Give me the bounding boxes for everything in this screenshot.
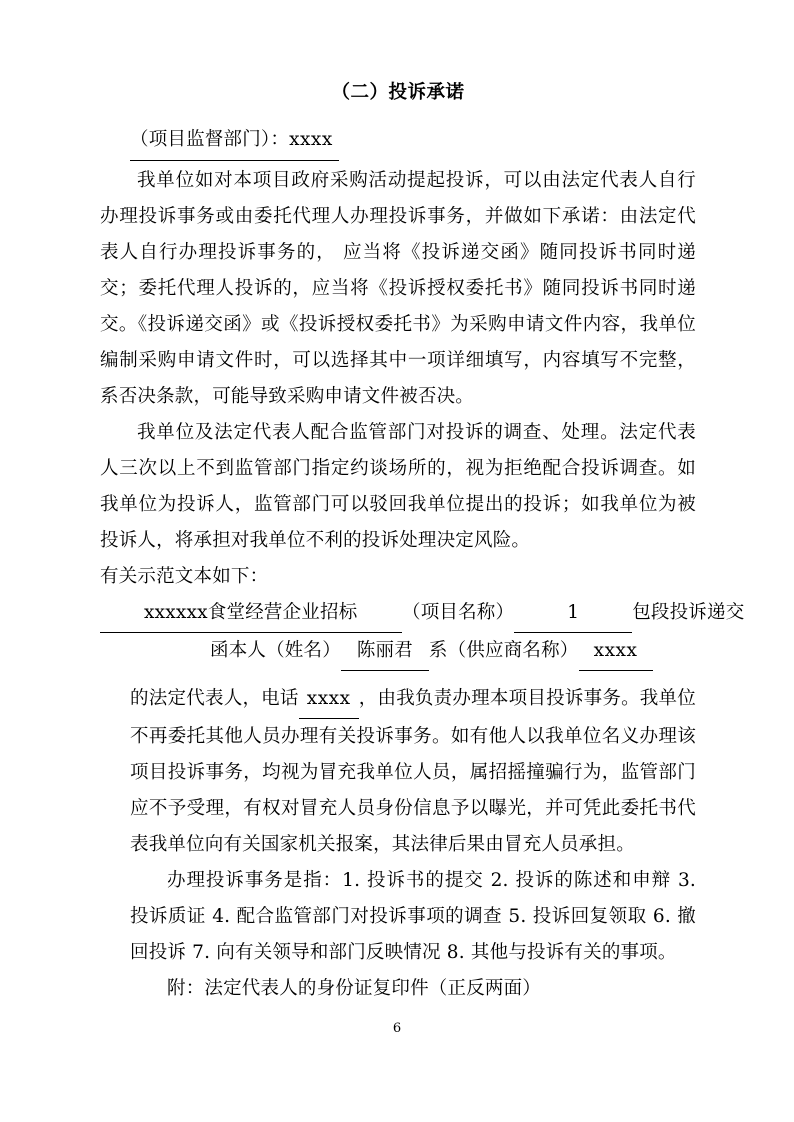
supplier-name-blank: xxxx xyxy=(579,633,653,671)
representative-name-blank: 陈丽君 xyxy=(341,633,429,671)
project-name-label: （项目名称） xyxy=(402,602,515,623)
recipient-line xyxy=(100,122,696,161)
sample-form-block xyxy=(100,595,745,671)
document-content xyxy=(100,78,745,1007)
paragraph-duties-list: 办理投诉事务是指：1. 投诉书的提交 2. 投诉的陈述和申辩 3. 投诉质证 4. 配合监管部门对投诉事项的调查 5. 投诉回复领取 6. 撤回投诉 7. 向有关领导和部门反映情况 8. 其他与投诉有关的事项。 xyxy=(130,870,696,963)
sample-line-2-lead: 函本人（姓名） xyxy=(210,640,341,661)
page-number: 6 xyxy=(392,1021,402,1036)
sample-line-2-mid: 系（供应商名称） xyxy=(428,640,579,661)
telephone-blank: xxxx xyxy=(299,681,359,719)
authorization-text-part-1: 的法定代表人，电话 xyxy=(130,688,299,709)
recipient-label: （项目监督部门）： xyxy=(130,129,290,150)
page-title: （二）投诉承诺 xyxy=(331,82,465,103)
sample-leading-blank xyxy=(100,595,142,633)
sample-line-1-tail: 包段投诉递交 xyxy=(632,602,745,623)
project-name-blank: xxxxxx食堂经营企业招标 xyxy=(142,595,402,633)
sample-form-line-2 xyxy=(100,633,696,671)
paragraph-complaint-commitment: 我单位如对本项目政府采购活动提起投诉，可以由法定代表人自行办理投诉事务或由委托代理人办理投诉事务，并做如下承诺：由法定代表人自行办理投诉事务的， 应当将《投诉递交函》随同投诉书同时递交；委托代理人投诉的，应当将《投诉授权委托书》随同投诉书同时递交。《投诉递交函》或《投诉授权委托书》为采购申请文件内容，我单位编制采购申请文件时，可以选择其中一项详细填写，内容填写不完整，系否决条款，可能导致采购申请文件被否决。 xyxy=(100,170,696,407)
lot-number-blank: 1 xyxy=(514,595,632,633)
paragraph-sample-intro: 有关示范文本如下： xyxy=(100,566,269,587)
recipient-underlined-group xyxy=(130,122,339,161)
paragraph-attachment: 附：法定代表人的身份证复印件（正反两面） xyxy=(167,978,542,999)
sample-form-line-1 xyxy=(100,595,745,633)
recipient-value: xxxx xyxy=(289,129,333,150)
authorization-body-block xyxy=(100,681,696,863)
paragraph-cooperation: 我单位及法定代表人配合监管部门对投诉的调查、处理。法定代表人三次以上不到监管部门指定约谈场所的，视为拒绝配合投诉调查。如我单位为投诉人，监管部门可以驳回我单位提出的投诉；如我单位为被投诉人，将承担对我单位不利的投诉处理决定风险。 xyxy=(100,422,696,551)
authorization-text-part-2: ，由我负责办理本项目投诉事务。我单位不再委托其他人员办理有关投诉事务。如有他人以我单位名义办理该项目投诉事务，均视为冒充我单位人员，属招摇撞骗行为，监管部门应不予受理，有权对冒充人员身份信息予以曝光，并可凭此委托书代表我单位向有关国家机关报案，其法律后果由冒充人员承担。 xyxy=(130,688,696,855)
